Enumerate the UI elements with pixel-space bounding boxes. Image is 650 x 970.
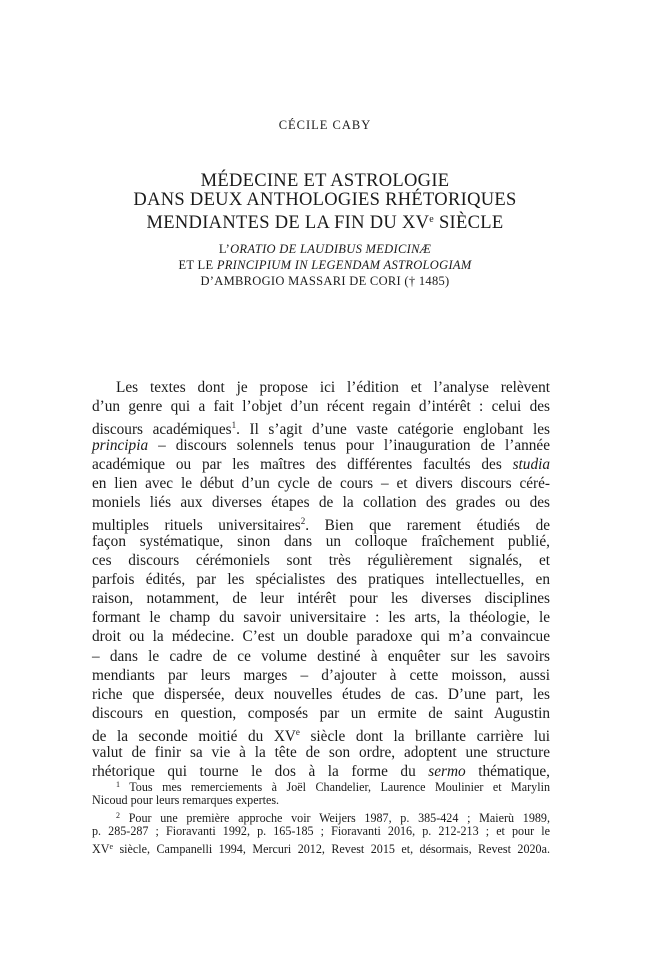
footnote-2-line: p. 285-287 ; Fioravanti 1992, p. 165-185 ; Fioravanti 2016, p. 212-213 ; et pour le (92, 823, 550, 838)
footnote-2-mark: 2 (116, 811, 120, 820)
article-title (0, 172, 650, 233)
body-text-run: multiples rituels universitaires (92, 517, 301, 535)
body-line: formant le champ du savoir universitaire : les arts, la théologie, le (92, 609, 550, 627)
title-line-3 (0, 210, 650, 233)
italic-term: sermo (428, 762, 466, 780)
title-line-2: DANS DEUX ANTHOLOGIES RHÉTORIQUES (133, 190, 517, 210)
body-line: en lien avec le début d’un cycle de cours – et divers discours céré- (92, 474, 550, 492)
body-text-run: académique ou par les maîtres des différentes facultés des (92, 455, 513, 473)
subtitle-line-2-prefix: ET LE (178, 258, 217, 272)
body-text-run: – discours solennels tenus pour l’inauguration de l’année (148, 436, 550, 454)
body-line (92, 455, 550, 474)
subtitle-line-1-prefix: L’ (218, 242, 231, 256)
footnote-1-mark: 1 (116, 780, 120, 789)
body-line: Les textes dont je propose ici l’édition et l’analyse relèvent (116, 379, 550, 396)
subtitle-line-3: D’AMBROGIO MASSARI DE CORI († 1485) (200, 274, 450, 288)
century-superscript: e (295, 727, 300, 738)
century-superscript: e (109, 842, 114, 851)
body-text-run: de la seconde moitié du XV (92, 728, 296, 746)
body-text-run: rhétorique qui tourne le dos à la forme du (92, 762, 429, 780)
body-line: raison, notamment, de leur intérêt pour les diverses disciplines (92, 590, 550, 608)
body-line: riche que dispersée, deux nouvelles études de cas. D’une part, les (92, 686, 550, 703)
subtitle-line-1 (0, 241, 650, 257)
title-line-1: MÉDECINE ET ASTROLOGIE (200, 171, 450, 191)
body-text-run: thématique, (465, 762, 550, 780)
author-name: CÉCILE CABY (278, 118, 372, 132)
body-line: – dans le cadre de ce volume destiné à enquêter sur les savoirs (92, 647, 550, 665)
footnotes (92, 777, 550, 855)
body-line: discours en question, composés par un ermite de saint Augustin (92, 705, 550, 723)
body-line: d’un genre qui a fait l’objet d’un récent regain d’intérêt : celui des (92, 398, 550, 416)
subtitle-oratio-title: ORATIO DE LAUDIBUS MEDICINÆ (230, 242, 432, 256)
footnote-2-line (92, 839, 550, 855)
article-subtitle (0, 241, 650, 289)
subtitle-line-2 (0, 257, 650, 273)
body-line: ces discours cérémoniels sont très régulièrement signalés, et (92, 551, 550, 569)
body-line: parfois édités, par les spécialistes des pratiques intellectuelles, en (92, 570, 550, 588)
body-text-run: . Bien que rarement étudiés de (305, 517, 551, 535)
title-line-3-text: MENDIANTES DE LA FIN DU XV (146, 213, 430, 233)
body-line: droit ou la médecine. C’est un double paradoxe qui m’a convaincue (92, 628, 550, 646)
footnote-2-line (92, 808, 550, 824)
footnote-text: siècle, Campanelli 1994, Mercuri 2012, Revest 2015 et, désormais, Revest 2020a. (113, 842, 550, 856)
body-line: valut de finir sa vie à la tête de son ordre, adoptent une structure (92, 743, 550, 761)
body-text-run: discours académiques (92, 421, 232, 439)
footnote-1-line (92, 777, 550, 793)
body-line: façon systématique, sinon dans un colloque fraîchement publié, (92, 532, 550, 550)
body-line (92, 436, 550, 455)
subtitle-principium-title: PRINCIPIUM IN LEGENDAM ASTROLOGIAM (216, 258, 472, 272)
body-line (92, 723, 551, 746)
body-line (92, 416, 550, 439)
body-text (92, 378, 550, 781)
footnote-text: XV (92, 842, 110, 856)
footnote-text: Tous mes remerciements à Joël Chandelier, Laurence Moulinier et Marylin (120, 780, 550, 794)
title-line-3-end: SIÈCLE (434, 213, 504, 233)
italic-term: principia (92, 436, 149, 454)
footnote-text: Pour une première approche voir Weijers 1987, p. 385-424 ; Maierù 1989, (120, 811, 550, 825)
footnote-ref-1: 1 (231, 420, 237, 431)
body-line (92, 512, 551, 535)
body-text-run: siècle dont la brillante carrière lui (299, 728, 551, 746)
body-text-run: . Il s’agit d’une vaste catégorie englobant les (236, 421, 550, 439)
body-line: moniels liés aux diverses étapes de la collation des grades ou des (92, 494, 550, 512)
body-line: mendiants par leurs marges – d’ajouter à cette moisson, aussi (92, 666, 550, 684)
footnote-1-line: Nicoud pour leurs remarques expertes. (92, 792, 280, 807)
footnote-ref-2: 2 (300, 516, 306, 527)
title-century-superscript: e (429, 214, 435, 225)
italic-term: studia (512, 455, 550, 473)
